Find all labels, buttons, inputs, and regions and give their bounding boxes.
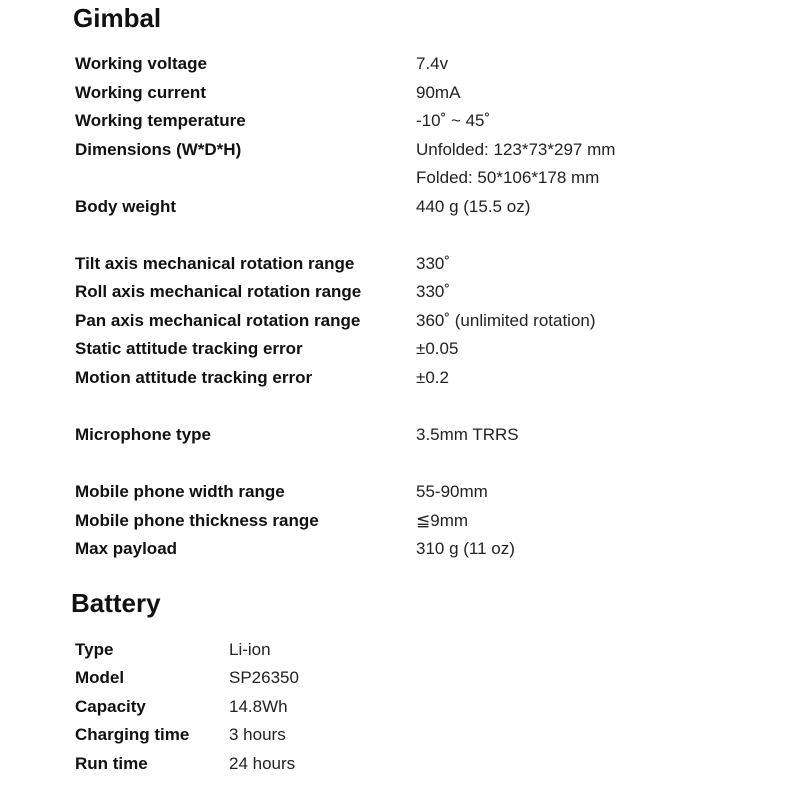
spec-label: Working current — [75, 83, 206, 102]
spec-row-working-temperature — [0, 107, 800, 135]
spec-row-model — [0, 664, 800, 692]
spec-row-phone-width-range — [0, 478, 800, 506]
spec-label: Working voltage — [75, 54, 207, 73]
spec-value: SP26350 — [229, 668, 299, 687]
spec-row-tilt-axis — [0, 250, 800, 278]
spec-label: Max payload — [75, 539, 178, 558]
spec-label: Model — [75, 668, 125, 687]
spec-value: 14.8Wh — [229, 697, 288, 716]
spec-value: 360˚ (unlimited rotation) — [416, 311, 596, 330]
spec-value: 55-90mm — [416, 482, 488, 501]
spec-row-phone-thickness-range — [0, 507, 800, 535]
spec-row-pan-axis — [0, 307, 800, 335]
spec-value: 90mA — [416, 83, 461, 102]
spec-value: ±0.05 — [416, 339, 459, 358]
spec-value: ≦9mm — [416, 511, 469, 530]
spec-value: 3.5mm TRRS — [416, 425, 519, 444]
spec-value: 330˚ — [416, 254, 451, 273]
spec-label: Mobile phone thickness range — [75, 511, 319, 530]
spec-value: -10˚ ~ 45˚ — [416, 111, 491, 130]
spec-value: 440 g (15.5 oz) — [416, 197, 531, 216]
spec-value: 24 hours — [229, 754, 296, 773]
spec-label: Motion attitude tracking error — [75, 368, 313, 387]
spec-value: Li-ion — [229, 640, 271, 659]
spec-row-max-payload — [0, 535, 800, 563]
spec-row-type — [0, 636, 800, 664]
gimbal-title: Gimbal — [73, 3, 162, 33]
spec-value: 7.4v — [416, 54, 449, 73]
spec-row-capacity — [0, 693, 800, 721]
spec-row-static-tracking-error — [0, 335, 800, 363]
spec-label: Roll axis mechanical rotation range — [75, 282, 362, 301]
spec-row-microphone-type — [0, 421, 800, 449]
spec-row-dimensions-folded — [0, 164, 800, 192]
spec-row-working-voltage — [0, 50, 800, 78]
spec-row-motion-tracking-error — [0, 364, 800, 392]
spec-label: Mobile phone width range — [75, 482, 285, 501]
spec-value: 330˚ — [416, 282, 451, 301]
spec-row-charging-time — [0, 721, 800, 749]
spec-row-roll-axis — [0, 278, 800, 306]
battery-title: Battery — [71, 588, 161, 618]
spec-label: Capacity — [75, 697, 146, 716]
spec-label: Working temperature — [75, 111, 246, 130]
spec-label: Pan axis mechanical rotation range — [75, 311, 361, 330]
spec-label: Microphone type — [75, 425, 212, 444]
spec-value: ±0.2 — [416, 368, 449, 387]
spec-label: Body weight — [75, 197, 177, 216]
spec-row-working-current — [0, 79, 800, 107]
spec-label: Charging time — [75, 725, 190, 744]
spec-label: Dimensions (W*D*H) — [75, 140, 242, 159]
spec-label: Type — [75, 640, 114, 659]
spec-row-body-weight — [0, 193, 800, 221]
spec-label: Static attitude tracking error — [75, 339, 303, 358]
spec-value: 310 g (11 oz) — [416, 539, 515, 558]
spec-label: Tilt axis mechanical rotation range — [75, 254, 355, 273]
spec-value: 3 hours — [229, 725, 286, 744]
spec-row-run-time — [0, 750, 800, 778]
spec-value: Unfolded: 123*73*297 mm — [416, 140, 616, 159]
spec-value: Folded: 50*106*178 mm — [416, 168, 600, 187]
spec-row-dimensions — [0, 136, 800, 164]
spec-label: Run time — [75, 754, 148, 773]
